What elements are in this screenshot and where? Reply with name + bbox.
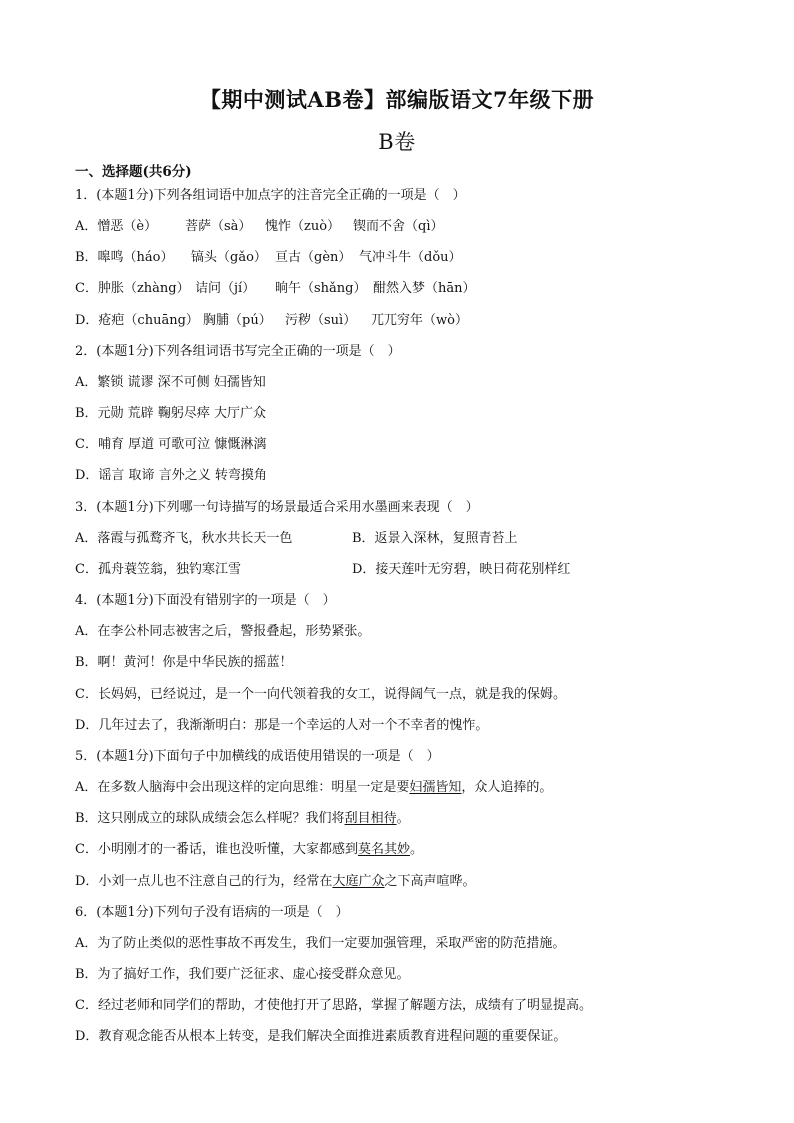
q1-d-1: D．疮疤（chuāng） (75, 313, 199, 328)
q5-b-underlined-idiom: 刮目相待 (344, 811, 397, 826)
q1-b-1: B．嗥鸣（háo） (75, 250, 174, 265)
q1-a-1: A．憎恶（è） (75, 219, 158, 234)
q1-b-2: 镐头（gǎo） (191, 250, 267, 265)
q5-d-text-end: 之下高声喧哗。 (384, 874, 476, 889)
q3-options-ab (75, 530, 518, 548)
q1-d-2: 胸脯（pú） (203, 313, 272, 328)
q2-option-a: A．繁锁 谎谬 深不可侧 妇孺皆知 (75, 375, 266, 390)
q5-stem: 5．(本题1分)下面句子中加横线的成语使用错误的一项是（ ） (75, 749, 440, 764)
q1-a-4: 锲而不舍（qì） (353, 219, 444, 234)
q1-a-2: 菩萨（sà） (185, 219, 252, 234)
q1-b-3: 亘古（gèn） (275, 250, 352, 265)
q6-option-c: C．经过老师和同学们的帮助，才使他打开了思路，掌握了解题方法，成绩有了明显提高。 (75, 998, 592, 1013)
q1-option-a (75, 218, 443, 236)
q1-c-3: 晌午（shǎng） (275, 281, 367, 296)
q5-a-text-end: ，众人追捧的。 (461, 780, 553, 795)
q1-option-d (75, 312, 468, 330)
q2-option-d: D．谣言 取谛 言外之义 转弯摸角 (75, 468, 267, 483)
q1-option-c (75, 280, 476, 298)
q6-option-b: B．为了搞好工作，我们要广泛征求、虚心接受群众意见。 (75, 967, 410, 982)
page-title: 【期中测试AB卷】部编版语文7年级下册 (199, 87, 595, 112)
q4-option-d: D．几年过去了，我渐渐明白：那是一个幸运的人对一个不幸者的愧怍。 (75, 718, 489, 733)
q3-stem: 3．(本题1分)下列哪一句诗描写的场景最适合采用水墨画来表现（ ） (75, 500, 479, 515)
q5-c-text-end: 。 (409, 842, 423, 857)
q1-d-4: 兀兀穷年（wò） (371, 313, 468, 328)
q5-b-text-end: 。 (396, 811, 410, 826)
q5-d-text: D．小刘一点儿也不注意自己的行为，经常在 (75, 874, 333, 889)
q3-option-b: B．返景入深林，复照青苔上 (352, 531, 518, 546)
section-heading: 一、选择题(共6分) (75, 164, 192, 180)
q5-c-text: C．小明刚才的一番话，谁也没听懂，大家都感到 (75, 842, 358, 857)
q4-option-b: B．啊！黄河！你是中华民族的摇蓝！ (75, 655, 293, 670)
q5-option-c (75, 841, 423, 859)
q1-d-3: 污秽（suì） (285, 313, 357, 328)
q5-a-text: A．在多数人脑海中会出现这样的定向思维：明星一定是要 (75, 780, 410, 795)
q2-stem: 2．(本题1分)下列各组词语书写完全正确的一项是（ ） (75, 344, 401, 359)
q5-c-underlined-idiom: 莫名其妙 (357, 842, 410, 857)
q4-stem: 4．(本题1分)下面没有错别字的一项是（ ） (75, 593, 336, 608)
q6-option-a: A．为了防止类似的恶性事故不再发生，我们一定要加强管理，采取严密的防范措施。 (75, 936, 566, 951)
q5-option-d (75, 873, 475, 891)
q6-option-d: D．教育观念能否从根本上转变，是我们解决全面推进素质教育进程问题的重要保证。 (75, 1029, 567, 1044)
q1-c-1: C．肿胀（zhàng） (75, 281, 190, 296)
q3-option-d: D．接天莲叶无穷碧，映日荷花别样红 (352, 562, 571, 577)
q1-a-3: 愧怍（zuò） (265, 219, 341, 234)
q1-option-b (75, 249, 462, 267)
q2-option-b: B．元勋 荒辟 鞠躬尽瘁 大厅广众 (75, 406, 266, 421)
q5-b-text: B．这只刚成立的球队成绩会怎么样呢？我们将 (75, 811, 345, 826)
q4-option-a: A．在李公朴同志被害之后，警报叠起，形势紧张。 (75, 624, 371, 639)
page-subtitle: B卷 (378, 130, 416, 154)
q3-option-c: C．孤舟蓑笠翁，独钓寒江雪 (75, 562, 241, 577)
q4-option-c: C．长妈妈，已经说过，是一个一向代领着我的女工，说得阔气一点，就是我的保姆。 (75, 687, 566, 702)
q1-c-2: 诘问（jí） (195, 281, 256, 296)
q5-option-a (75, 779, 552, 797)
q5-d-underlined-idiom: 大庭广众 (332, 874, 385, 889)
q1-stem: 1．(本题1分)下列各组词语中加点字的注音完全正确的一项是（ ） (75, 188, 466, 203)
q1-c-4: 酣然入梦（hān） (373, 281, 476, 296)
q6-stem: 6．(本题1分)下列句子没有语病的一项是（ ） (75, 905, 349, 920)
q2-option-c: C．哺育 厚道 可歌可泣 慷慨淋漓 (75, 437, 267, 452)
q1-b-4: 气冲斗牛（dǒu） (359, 250, 462, 265)
q3-options-cd (75, 561, 570, 579)
q5-option-b (75, 810, 410, 828)
q5-a-underlined-idiom: 妇孺皆知 (409, 780, 462, 795)
q3-option-a: A．落霞与孤鹜齐飞，秋水共长天一色 (75, 531, 293, 546)
